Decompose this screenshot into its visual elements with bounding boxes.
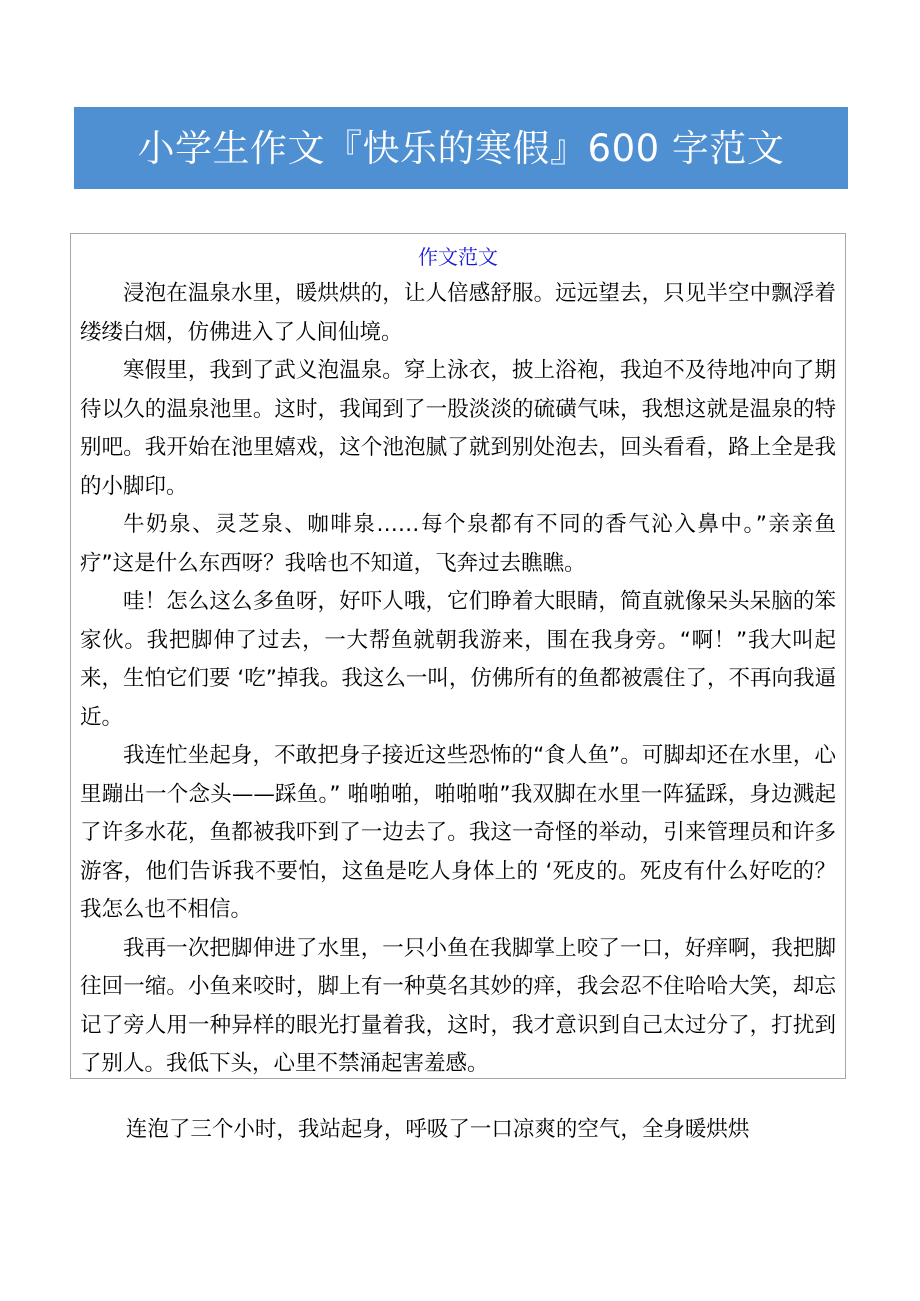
- essay-paragraph: 浸泡在温泉水里，暖烘烘的，让人倍感舒服。远远望去，只见半空中飘浮着缕缕白烟，仿佛进入了人间仙境。: [80, 281, 836, 345]
- essay-paragraph: 寒假里，我到了武义泡温泉。穿上泳衣，披上浴袍，我迫不及待地冲向了期待以久的温泉池里。这时，我闻到了一股淡淡的硫磺气味，我想这就是温泉的特别吧。我开始在池里嬉戏，这个池泡腻了就到别处泡去，回头看看，路上全是我的小脚印。: [80, 358, 836, 499]
- essay-paragraph: 哇！怎么这么多鱼呀，好吓人哦，它们睁着大眼睛，简直就像呆头呆脑的笨家伙。我把脚伸了过去，一大帮鱼就朝我游来，围在我身旁。“啊！”我大叫起来，生怕它们要 ‘吃”掉我。我这么一叫，仿佛所有的鱼都被震住了，不再向我逼近。: [80, 589, 836, 730]
- trailing-paragraph: 连泡了三个小时，我站起身，呼吸了一口凉爽的空气，全身暖烘烘: [125, 1117, 750, 1142]
- page-title: 小学生作文『快乐的寒假』600 字范文: [137, 126, 785, 170]
- essay-content-box: [70, 233, 846, 1079]
- essay-paragraph: 牛奶泉、灵芝泉、咖啡泉……每个泉都有不同的香气沁入鼻中。”亲亲鱼疗”这是什么东西呀？我啥也不知道，飞奔过去瞧瞧。: [80, 512, 836, 576]
- essay-subtitle: 作文范文: [418, 245, 498, 269]
- title-banner: [74, 107, 848, 189]
- essay-paragraph: 我再一次把脚伸进了水里，一只小鱼在我脚掌上咬了一口，好痒啊，我把脚往回一缩。小鱼来咬时，脚上有一种莫名其妙的痒，我会忍不住哈哈大笑，却忘记了旁人用一种异样的眼光打量着我，这时，我才意识到自己太过分了，打扰到了别人。我低下头，心里不禁涌起害羞感。: [80, 935, 836, 1076]
- essay-paragraph: 我连忙坐起身，不敢把身子接近这些恐怖的“食人鱼”。可脚却还在水里，心里蹦出一个念头——踩鱼。” 啪啪啪，啪啪啪”我双脚在水里一阵猛踩，身边溅起了许多水花，鱼都被我吓到了一边去了。我这一奇怪的举动，引来管理员和许多游客，他们告诉我不要怕，这鱼是吃人身体上的 ‘死皮的。死皮有什么好吃的？我怎么也不相信。: [80, 743, 836, 922]
